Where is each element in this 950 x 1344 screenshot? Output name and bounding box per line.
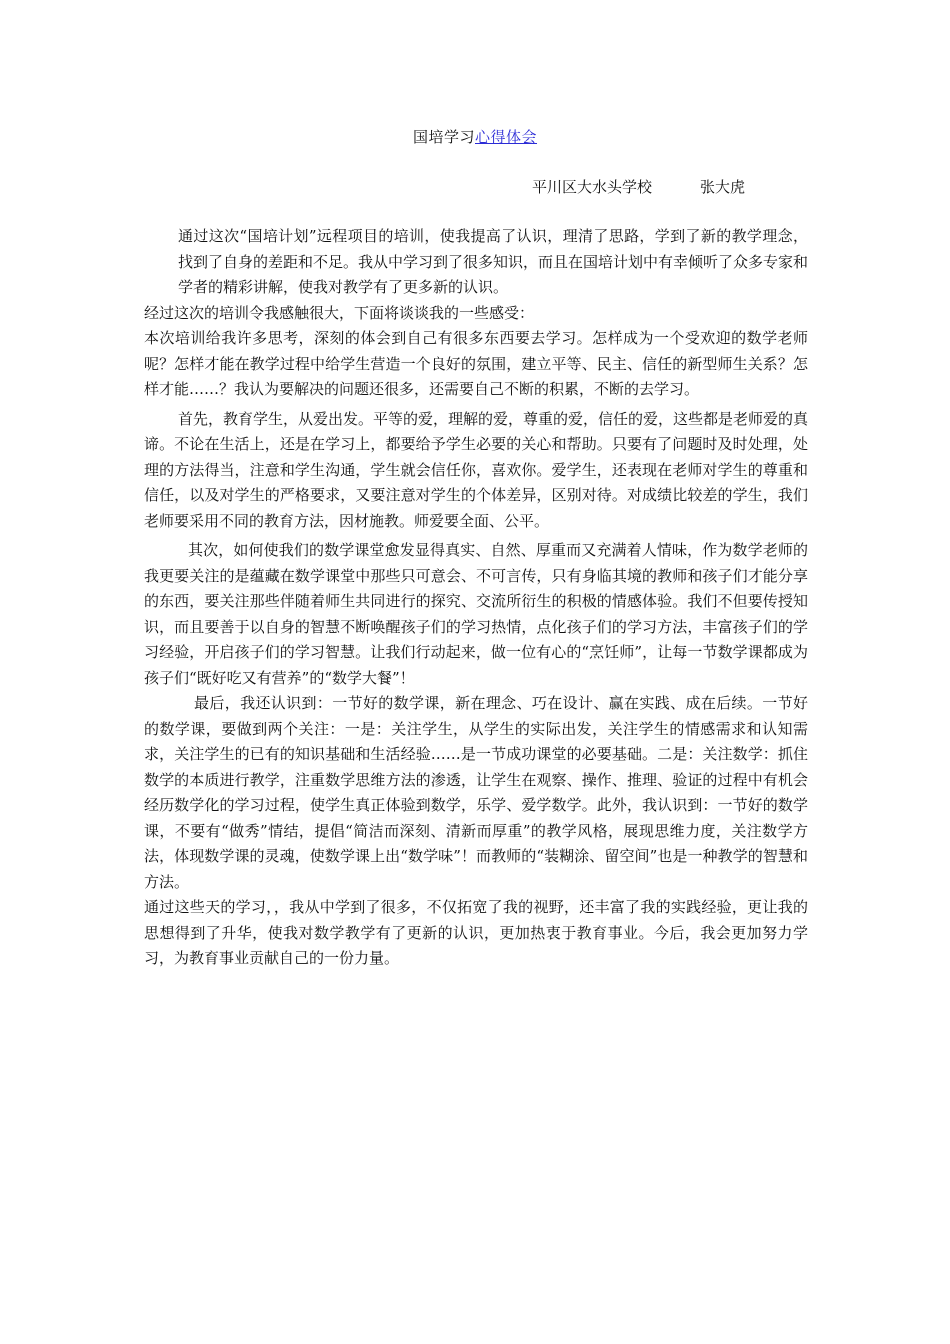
document-body: [144, 224, 808, 972]
paragraph-conclusion: 通过这些天的学习，，我从中学到了很多，不仅拓宽了我的视野，还丰富了我的实践经验，更让我的思想得到了升华，使我对数学教学有了更新的认识，更加热衷于教育事业。今后，我会更加努力学习，为教育事业贡献自己的一份力量。: [144, 898, 808, 967]
paragraph-intro: 通过这次“国培计划”远程项目的培训，使我提高了认识，理清了思路，学到了新的教学理念，找到了自身的差距和不足。我从中学习到了很多知识，而且在国培计划中有幸倾听了众多专家和学者的精彩讲解，使我对教学有了更多新的认识。: [178, 227, 809, 296]
document-title: [0, 126, 950, 148]
school-name: 平川区大水头学校: [532, 178, 653, 196]
title-hyperlink[interactable]: 心得体会: [475, 128, 538, 146]
title-prefix: 国培学习: [412, 128, 475, 146]
author-line: [532, 176, 745, 198]
paragraph-feelings-lead: 经过这次的培训令我感触很大，下面将谈谈我的一些感受：: [144, 303, 535, 322]
author-name: 张大虎: [700, 178, 746, 196]
paragraph-thinking: 本次培训给我许多思考，深刻的体会到自己有很多东西要去学习。怎样成为一个受欢迎的数学老师呢？怎样才能在教学过程中给学生营造一个良好的氛围，建立平等、民主、信任的新型师生关系？怎样才能……？我认为要解决的问题还很多，还需要自己不断的积累，不断的去学习。: [144, 329, 808, 398]
paragraph-second: 其次，如何使我们的数学课堂愈发显得真实、自然、厚重而又充满着人情味，作为数学老师的我更要关注的是蕴藏在数学课堂中那些只可意会、不可言传，只有身临其境的教师和孩子们才能分享的东西，要关注那些伴随着师生共同进行的探究、交流所衍生的积极的情感体验。我们不但要传授知识，而且要善于以自身的智慧不断唤醒孩子们的学习热情，点化孩子们的学习方法，丰富孩子们的学习经验，开启孩子们的学习智慧。让我们行动起来，做一位有心的“烹饪师”，让每一节数学课都成为孩子们“既好吃又有营养”的“数学大餐”！: [144, 541, 808, 687]
paragraph-first: 首先，教育学生，从爱出发。平等的爱，理解的爱，尊重的爱，信任的爱，这些都是老师爱的真谛。不论在生活上，还是在学习上，都要给予学生必要的关心和帮助。只要有了问题时及时处理，处理的方法得当，注意和学生沟通，学生就会信任你，喜欢你。爱学生，还表现在老师对学生的尊重和信任，以及对学生的严格要求，又要注意对学生的个体差异，区别对待。对成绩比较差的学生，我们老师要采用不同的教育方法，因材施教。师爱要全面、公平。: [144, 409, 809, 530]
paragraph-last: 最后，我还认识到：一节好的数学课，新在理念、巧在设计、赢在实践、成在后续。一节好的数学课，要做到两个关注：一是：关注学生，从学生的实际出发，关注学生的情感需求和认知需求，关注学生的已有的知识基础和生活经验……是一节成功课堂的必要基础。二是：关注数学：抓住数学的本质进行教学，注重数学思维方法的渗透，让学生在观察、操作、推理、验证的过程中有机会经历数学化的学习过程，使学生真正体验到数学，乐学、爱学数学。此外，我认识到：一节好的数学课，不要有“做秀”情结，提倡“简洁而深刻、清新而厚重”的教学风格，展现思维力度，关注数学方法，体现数学课的灵魂，使数学课上出“数学味”！而教师的“装糊涂、留空间”也是一种教学的智慧和方法。: [144, 694, 808, 891]
